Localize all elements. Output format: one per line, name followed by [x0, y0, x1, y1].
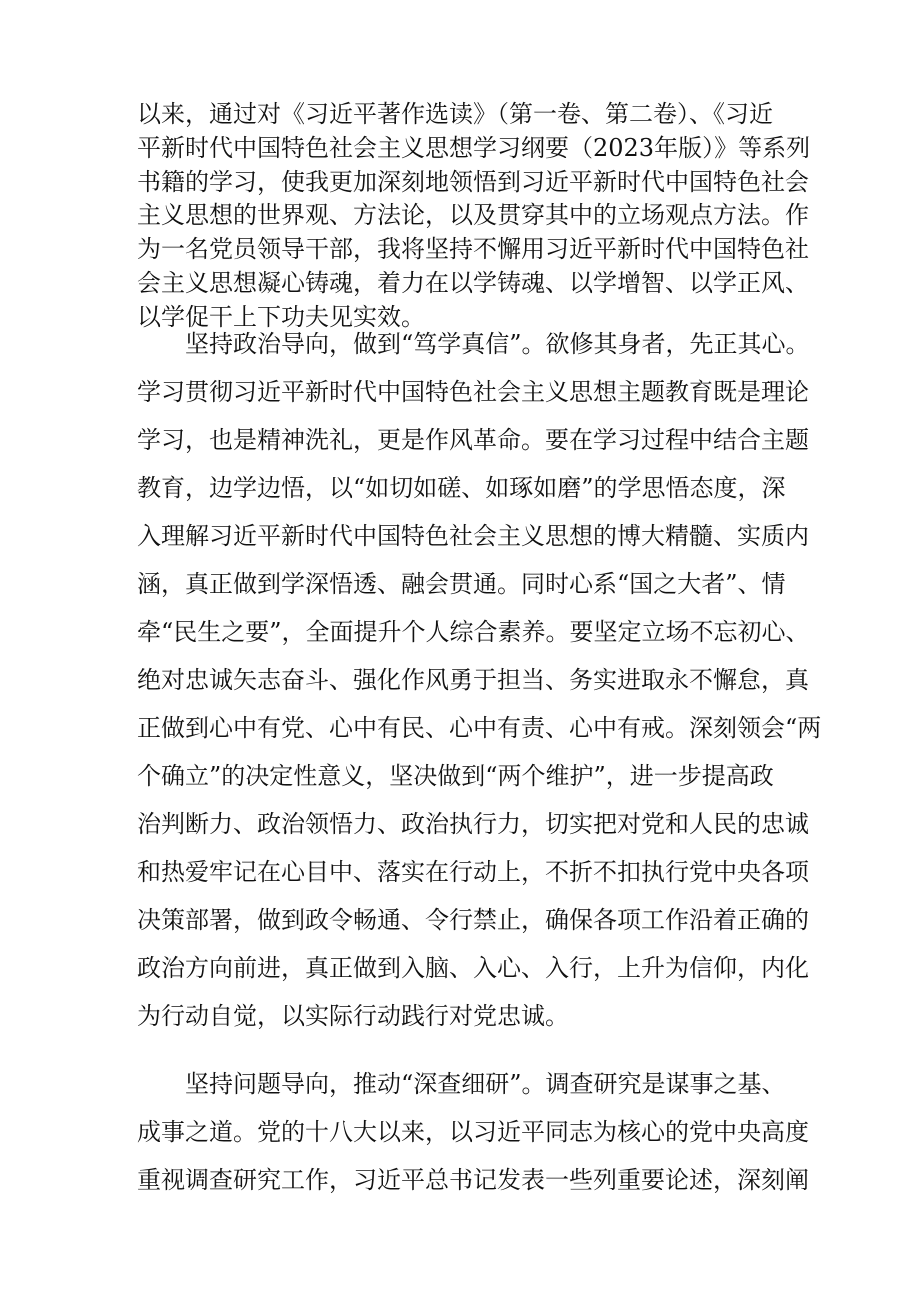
paragraph-2-line: 涵，真正做到学深悟透、融会贯通。同时心系“国之大者”、情 — [137, 570, 786, 598]
paragraph-2-line: 治判断力、政治领悟力、政治执行力，切实把对党和人民的忠诚 — [137, 810, 809, 838]
paragraph-2-line: 个确立”的决定性意义，坚决做到“两个维护”，进一步提高政 — [137, 762, 774, 790]
paragraph-1-line: 以来，通过对《习近平著作选读》（第一卷、第二卷）、《习近 — [137, 100, 773, 128]
paragraph-1-line: 平新时代中国特色社会主义思想学习纲要（2023年版）》等系列 — [137, 134, 811, 162]
paragraph-2-line: 正做到心中有党、心中有民、心中有责、心中有戒。深刻领会“两 — [137, 714, 822, 742]
paragraph-1-line: 会主义思想凝心铸魂，着力在以学铸魂、以学增智、以学正风、 — [137, 269, 809, 297]
paragraph-3-line: 坚持问题导向，推动“深查细研”。调查研究是谋事之基、 — [185, 1070, 786, 1098]
paragraph-2-line: 牵“民生之要”，全面提升个人综合素养。要坚定立场不忘初心、 — [137, 618, 810, 646]
paragraph-2-line: 为行动自觉，以实际行动践行对党忠诚。 — [137, 1002, 569, 1030]
paragraph-1-line: 以学促干上下功夫见实效。 — [137, 303, 425, 331]
paragraph-1-line: 主义思想的世界观、方法论，以及贯穿其中的立场观点方法。作 — [137, 201, 809, 229]
paragraph-2-line: 学习贯彻习近平新时代中国特色社会主义思想主题教育既是理论 — [137, 378, 809, 406]
paragraph-2-line: 决策部署，做到政令畅通、令行禁止，确保各项工作沿着正确的 — [137, 906, 809, 934]
paragraph-3-line: 成事之道。党的十八大以来，以习近平同志为核心的党中央高度 — [137, 1118, 809, 1146]
paragraph-2-line: 入理解习近平新时代中国特色社会主义思想的博大精髓、实质内 — [137, 522, 809, 550]
paragraph-1-line: 为一名党员领导干部，我将坚持不懈用习近平新时代中国特色社 — [137, 235, 809, 263]
paragraph-2-line: 绝对忠诚矢志奋斗、强化作风勇于担当、务实进取永不懈怠，真 — [137, 666, 809, 694]
paragraph-1-line: 书籍的学习，使我更加深刻地领悟到习近平新时代中国特色社会 — [137, 168, 809, 196]
paragraph-2-line: 教育，边学边悟，以“如切如磋、如琢如磨”的学思悟态度，深 — [137, 474, 786, 502]
paragraph-2-line: 政治方向前进，真正做到入脑、入心、入行，上升为信仰，内化 — [137, 954, 809, 982]
paragraph-2-line: 坚持政治导向，做到“笃学真信”。欲修其身者，先正其心。 — [185, 330, 810, 358]
paragraph-2-line: 学习，也是精神洗礼，更是作风革命。要在学习过程中结合主题 — [137, 426, 809, 454]
paragraph-2-line: 和热爱牢记在心目中、落实在行动上，不折不扣执行党中央各项 — [137, 858, 809, 886]
paragraph-3-line: 重视调查研究工作，习近平总书记发表一些列重要论述，深刻阐 — [137, 1166, 809, 1194]
